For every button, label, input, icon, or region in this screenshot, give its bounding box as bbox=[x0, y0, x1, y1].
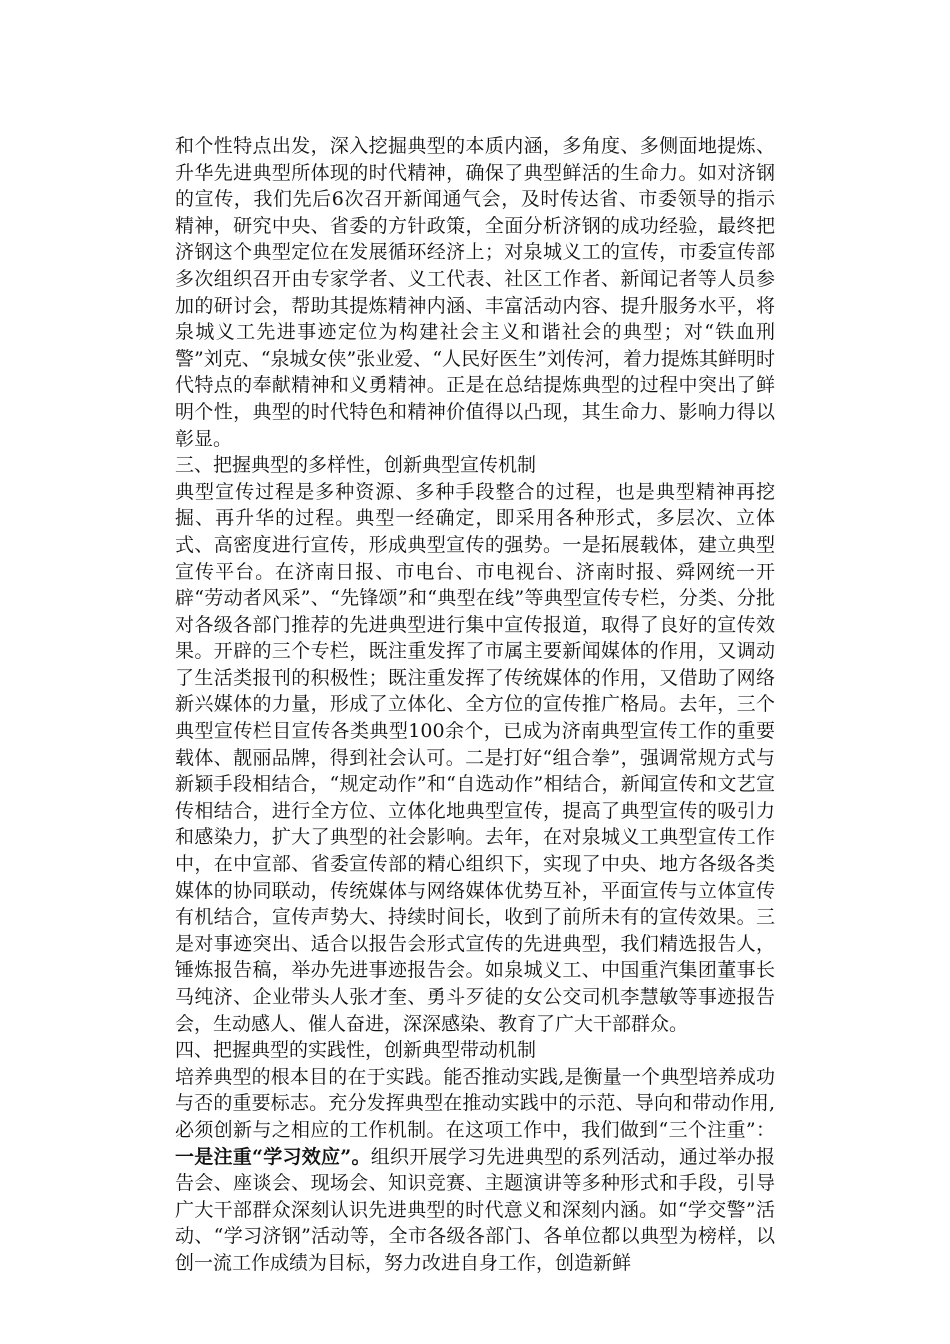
paragraph-practice-start: 培养典型的根本目的在于实践。能否推动实践,是衡量一个典型培养成功与否的重要标志。充分发挥典型在推动实践中的示范、导向和带动作用,必须创新与之相应的工作机制。在这项工作中，我们做到“三个注重”： bbox=[175, 1065, 775, 1141]
section-heading-4: 四、把握典型的实践性，创新典型带动机制 bbox=[175, 1039, 537, 1062]
learning-effect-emphasis: 一是注重“学习效应”。 bbox=[175, 1145, 371, 1168]
paragraph-practice-end: 组织开展学习先进典型的系列活动，通过举办报告会、座谈会、现场会、知识竞赛、主题演讲等多种形式和手段，引导广大干部群众深刻认识先进典型的时代意义和深刻内涵。如“学交警”活动、“学习济钢”活动等，全市各级各部门、各单位都以典型为榜样，以创一流工作成绩为目标，努力改进自身工作，创造新鲜 bbox=[175, 1145, 775, 1274]
document-page bbox=[175, 133, 775, 1277]
paragraph-practice-mechanism bbox=[175, 1064, 775, 1277]
paragraph-publicity-mechanism: 典型宣传过程是多种资源、多种手段整合的过程，也是典型精神再挖掘、再升华的过程。典型一经确定，即采用各种形式，多层次、立体式、高密度进行宣传，形成典型宣传的强势。一是拓展载体，建立典型宣传平台。在济南日报、市电台、市电视台、济南时报、舜网统一开辟“劳动者风采”、“先锋颂”和“典型在线”等典型宣传专栏，分类、分批对各级各部门推荐的先进典型进行集中宣传报道，取得了良好的宣传效果。开辟的三个专栏，既注重发挥了市属主要新闻媒体的作用，又调动了生活类报刊的积极性；既注重发挥了传统媒体的作用，又借助了网络新兴媒体的力量，形成了立体化、全方位的宣传推广格局。去年，三个典型宣传栏目宣传各类典型100余个，已成为济南典型宣传工作的重要载体、靓丽品牌，得到社会认可。二是打好“组合拳”，强调常规方式与新颖手段相结合，“规定动作”和“自选动作”相结合，新闻宣传和文艺宣传相结合，进行全方位、立体化地典型宣传，提高了典型宣传的吸引力和感染力，扩大了典型的社会影响。去年，在对泉城义工典型宣传工作中，在中宣部、省委宣传部的精心组织下，实现了中央、地方各级各类媒体的协同联动，传统媒体与网络媒体优势互补，平面宣传与立体宣传有机结合，宣传声势大、持续时间长，收到了前所未有的宣传效果。三是对事迹突出、适合以报告会形式宣传的先进典型，我们精选报告人，锤炼报告稿，举办先进事迹报告会。如泉城义工、中国重汽集团董事长马纯济、企业带头人张才奎、勇斗歹徒的女公交司机李慧敏等事迹报告会，生动感人、催人奋进，深深感染、教育了广大干部群众。 bbox=[175, 480, 775, 1035]
paragraph-typical-essence: 和个性特点出发，深入挖掘典型的本质内涵，多角度、多侧面地提炼、升华先进典型所体现的时代精神，确保了典型鲜活的生命力。如对济钢的宣传，我们先后6次召开新闻通气会，及时传达省、市委领导的指示精神，研究中央、省委的方针政策，全面分析济钢的成功经验，最终把济钢这个典型定位在发展循环经济上；对泉城义工的宣传，市委宣传部多次组织召开由专家学者、义工代表、社区工作者、新闻记者等人员参加的研讨会，帮助其提炼精神内涵、丰富活动内容、提升服务水平，将泉城义工先进事迹定位为构建社会主义和谐社会的典型；对“铁血刑警”刘克、“泉城女侠”张业爱、“人民好医生”刘传河，着力提炼其鲜明时代特点的奉献精神和义勇精神。正是在总结提炼典型的过程中突出了鲜明个性，典型的时代特色和精神价值得以凸现，其生命力、影响力得以彰显。 bbox=[175, 135, 775, 450]
section-heading-3: 三、把握典型的多样性，创新典型宣传机制 bbox=[175, 454, 537, 477]
